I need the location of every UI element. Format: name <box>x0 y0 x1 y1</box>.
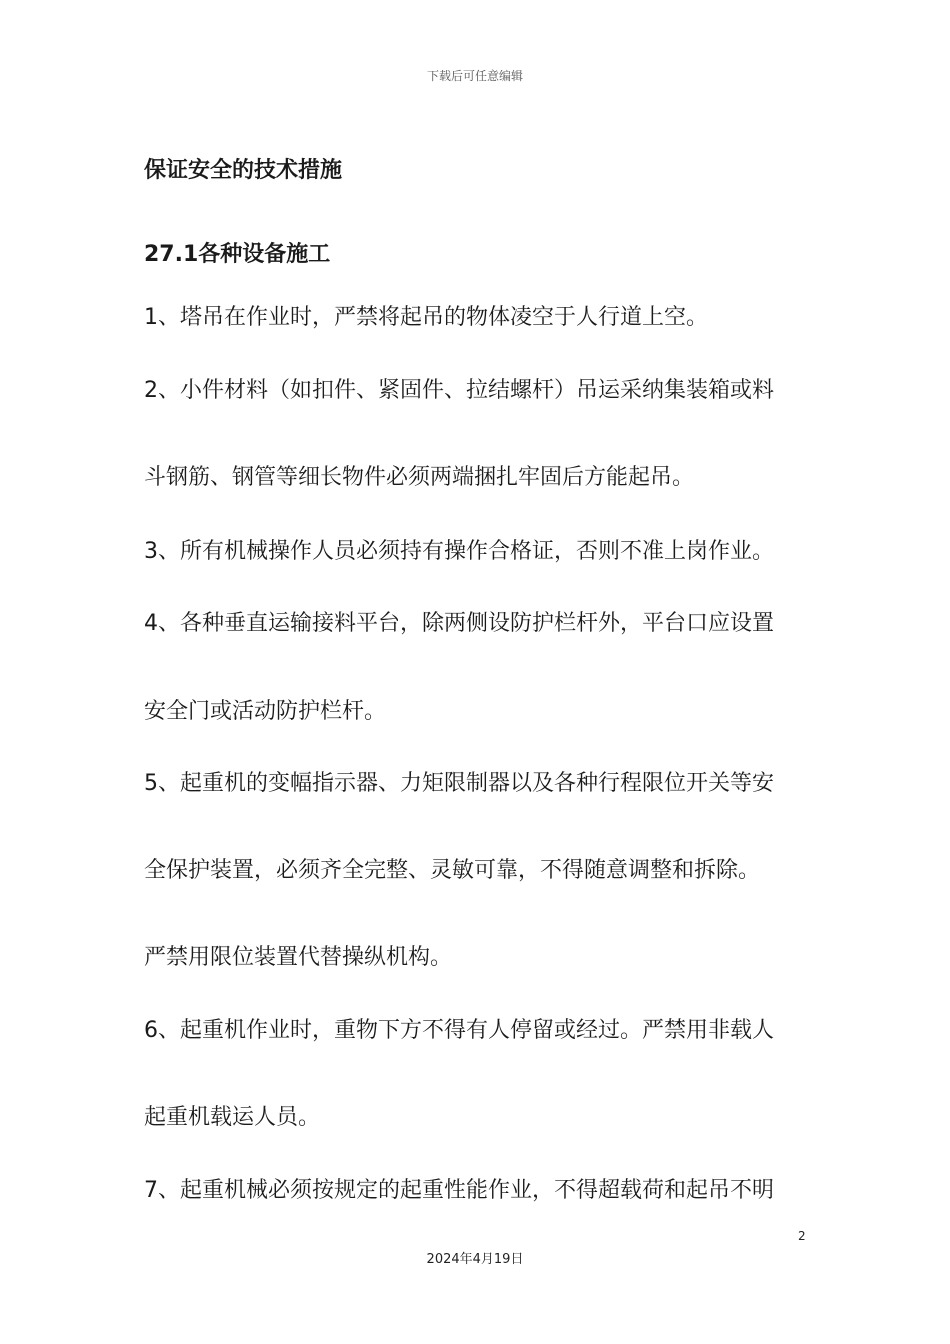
paragraph-line: 安全门或活动防护栏杆。 <box>144 699 387 724</box>
paragraph-line: 2、小件材料（如扣件、紧固件、拉结螺杆）吊运采纳集装箱或料 <box>144 378 774 403</box>
paragraph-line: 严禁用限位装置代替操纵机构。 <box>144 945 453 970</box>
paragraph-line: 斗钢筋、钢管等细长物件必须两端捆扎牢固后方能起吊。 <box>144 465 695 490</box>
header-note: 下载后可任意编辑 <box>426 69 523 83</box>
footer-date: 2024年4月19日 <box>426 1252 524 1267</box>
paragraph-line: 起重机载运人员。 <box>144 1105 321 1130</box>
paragraph-line: 5、起重机的变幅指示器、力矩限制器以及各种行程限位开关等安 <box>144 771 774 796</box>
page-number: 2 <box>798 1229 806 1243</box>
paragraph-line: 3、所有机械操作人员必须持有操作合格证，否则不准上岗作业。 <box>144 539 774 564</box>
heading-section: 27.1各种设备施工 <box>144 242 331 267</box>
paragraph-line: 6、起重机作业时，重物下方不得有人停留或经过。严禁用非载人 <box>144 1018 774 1043</box>
paragraph-line: 1、塔吊在作业时，严禁将起吊的物体凌空于人行道上空。 <box>144 305 708 330</box>
heading-main: 保证安全的技术措施 <box>144 158 343 183</box>
paragraph-line: 全保护装置，必须齐全完整、灵敏可靠，不得随意调整和拆除。 <box>144 858 761 883</box>
paragraph-line: 7、起重机械必须按规定的起重性能作业，不得超载荷和起吊不明 <box>144 1178 774 1203</box>
paragraph-line: 4、各种垂直运输接料平台，除两侧设防护栏杆外，平台口应设置 <box>144 611 774 636</box>
